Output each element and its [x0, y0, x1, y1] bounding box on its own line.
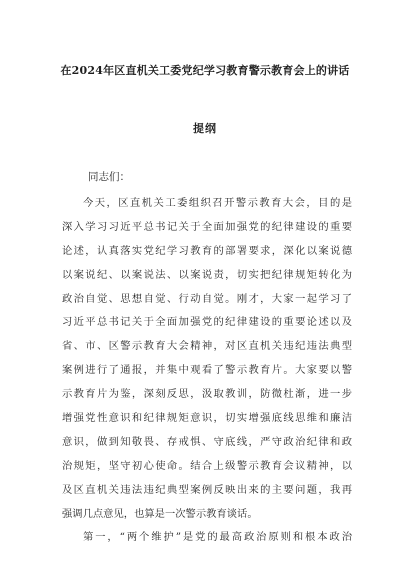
body-line: 及区直机关违法违纪典型案例反映出来的主要问题，我再: [62, 483, 352, 496]
body-line: 论述，认真落实党纪学习教育的部署要求，深化以案说德: [62, 244, 352, 257]
document-title: 在2024年区直机关工委党纪学习教育警示教育会上的讲话: [60, 64, 350, 77]
speech-body: [62, 192, 352, 550]
body-line: 习近平总书记关于全面加强党的纪律建设的重要论述以及: [62, 316, 352, 329]
body-line: 省、市、区警示教育大会精神，对区直机关违纪违法典型: [62, 340, 352, 353]
body-line: 政治自觉、思想自觉、行动自觉。刚才，大家一起学习了: [62, 292, 352, 305]
body-line: 增强党性意识和纪律规矩意识，切实增强底线思维和廉洁: [62, 412, 352, 425]
body-line: 深入学习习近平总书记关于全面加强党的纪律建设的重要: [62, 220, 352, 233]
body-line: 第一，“两个维护”是党的最高政治原则和根本政治: [83, 531, 352, 544]
body-line: 以案说纪、以案说法、以案说责，切实把纪律规矩转化为: [62, 268, 352, 281]
body-line: 强调几点意见，也算是一次警示教育谈话。: [62, 507, 258, 520]
body-line: 意识，做到知敬畏、存戒惧、守底线，严守政治纪律和政: [62, 435, 352, 448]
body-line: 今天，区直机关工委组织召开警示教育大会，目的是: [83, 197, 352, 209]
body-line: 案例进行了通报，并集中观看了警示教育片。大家要以警: [62, 364, 352, 377]
body-line: 治规矩，坚守初心使命。结合上级警示教育会议精神，以: [62, 459, 352, 472]
document-subtitle: 提纲: [193, 122, 217, 135]
salutation: 同志们：: [88, 171, 130, 183]
body-line: 示教育片为鉴，深刻反思，汲取教训，防微杜渐，进一步: [62, 388, 352, 401]
